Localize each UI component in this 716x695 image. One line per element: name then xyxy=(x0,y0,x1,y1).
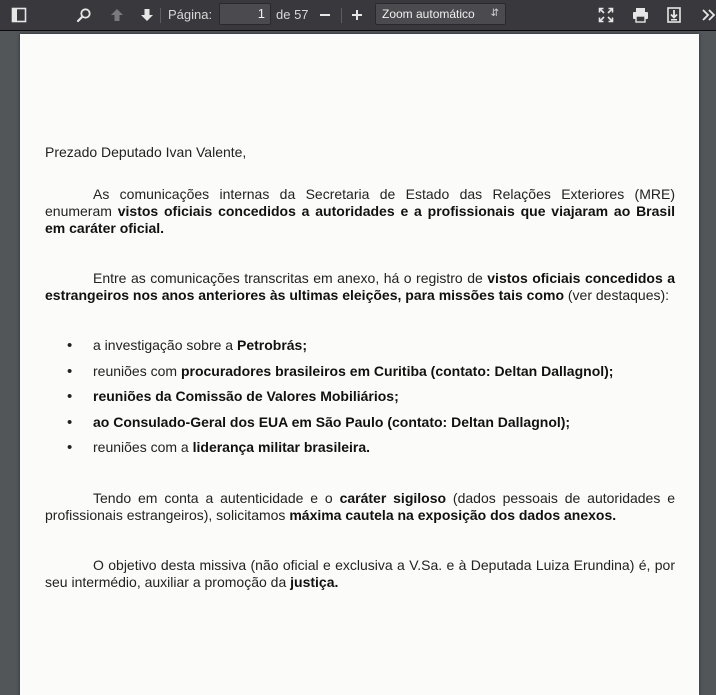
list-item-bold: procuradores brasileiros em Curitiba (contato: Deltan Dallagnol); xyxy=(180,362,614,379)
zoom-select[interactable] xyxy=(375,3,506,25)
page-total: de 57 xyxy=(276,7,309,22)
paragraph-3-bold: caráter sigiloso xyxy=(339,489,447,506)
more-tools-icon[interactable] xyxy=(700,4,716,26)
toolbar-separator xyxy=(160,8,161,23)
toolbar-separator xyxy=(341,8,342,23)
list-item xyxy=(45,414,675,440)
paragraph-4-bold: justiça. xyxy=(290,573,339,590)
sidebar-toggle-icon[interactable] xyxy=(8,4,30,26)
list-item xyxy=(45,388,675,414)
download-icon[interactable] xyxy=(664,4,684,26)
list-item-text: reuniões com xyxy=(93,362,181,379)
previous-page-icon[interactable] xyxy=(106,4,128,26)
list-item xyxy=(45,363,675,389)
paragraph-3-bold-2: máxima cautela na exposição dos dados anexos. xyxy=(289,506,617,523)
letter-body xyxy=(45,144,675,624)
paragraph-3-text: Tendo em conta a autenticidade e o xyxy=(93,489,340,506)
paragraph-2 xyxy=(45,270,675,304)
page-number-input[interactable]: 1 xyxy=(219,3,271,25)
pdf-page xyxy=(20,34,699,695)
list-item-bold: reuniões da Comissão de Valores Mobiliários; xyxy=(93,388,399,404)
chevron-updown-icon: ⇵ xyxy=(490,8,499,19)
minus-icon xyxy=(319,9,331,21)
paragraph-3-text-2: (dados pessoais de autoridades e profissionais estrangeiros), solicitamos xyxy=(45,489,675,523)
list-item-text: a investigação sobre a xyxy=(93,337,237,353)
list-item-bold: Petrobrás; xyxy=(236,337,308,353)
page-label: Página: xyxy=(168,7,213,22)
paragraph-2-tail: (ver destaques): xyxy=(564,287,670,303)
salutation: Prezado Deputado Ivan Valente, xyxy=(45,144,247,160)
paragraph-1 xyxy=(45,186,675,237)
paragraph-2-text: Entre as comunicações transcritas em anexo, há o registro de xyxy=(93,270,488,286)
paragraph-1-text: As comunicações internas da Secretaria de Estado das Relações Exteriores (MRE) enumeram xyxy=(45,186,675,219)
paragraph-3 xyxy=(45,490,675,524)
list-item xyxy=(45,337,675,363)
highlight-list xyxy=(45,337,675,465)
search-icon[interactable] xyxy=(73,4,95,26)
document-viewer[interactable] xyxy=(0,31,716,695)
zoom-in-button[interactable] xyxy=(347,4,367,26)
next-page-icon[interactable] xyxy=(136,4,158,26)
paragraph-2-bold: vistos oficiais concedidos a estrangeiros nos anos anteriores às ultimas eleições, para missões tais como xyxy=(45,270,676,303)
pdf-toolbar xyxy=(0,0,716,31)
plus-icon xyxy=(351,9,363,21)
list-item-text: reuniões com a xyxy=(93,439,193,455)
list-item-bold: ao Consulado-Geral dos EUA em São Paulo (contato: Deltan Dallagnol); xyxy=(93,413,571,430)
fullscreen-icon[interactable] xyxy=(596,4,616,26)
paragraph-1-bold: vistos oficiais concedidos a autoridades e a profissionais que viajaram ao Brasil em caráter oficial. xyxy=(45,203,675,236)
paragraph-4 xyxy=(45,557,675,591)
list-item-bold: liderança militar brasileira. xyxy=(192,439,371,455)
print-icon[interactable] xyxy=(630,4,650,26)
zoom-select-value: Zoom automático xyxy=(382,7,475,21)
paragraph-4-text: O objetivo desta missiva (não oficial e exclusiva a V.Sa. e à Deputada Luiza Erundina) é, por seu intermédio, auxiliar a promoção da xyxy=(45,556,675,590)
zoom-out-button[interactable] xyxy=(315,4,335,26)
list-item xyxy=(45,439,675,465)
